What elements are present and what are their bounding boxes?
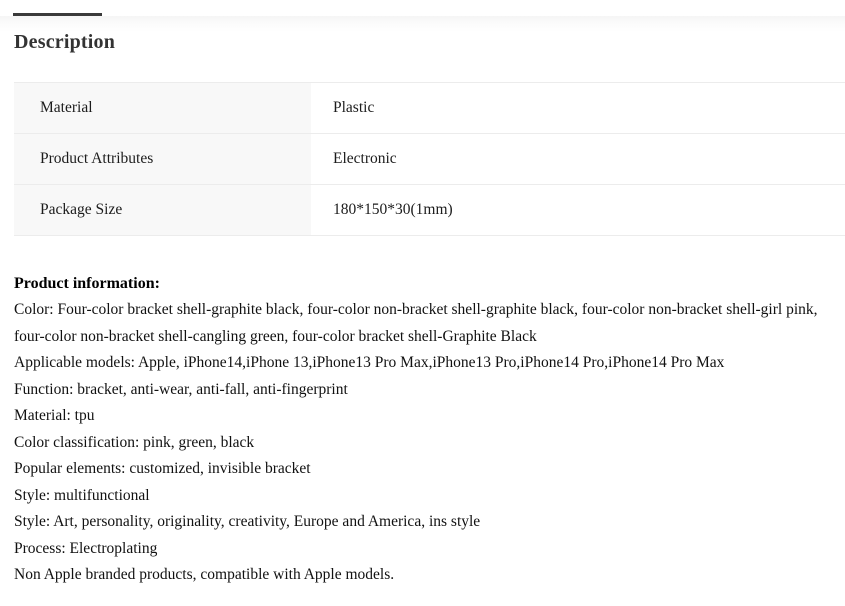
- spec-label-package-size: Package Size: [14, 185, 311, 235]
- info-line-process: Process: Electroplating: [14, 539, 158, 557]
- info-line-color-classification: Color classification: pink, green, black: [14, 433, 255, 451]
- spec-label-material: Material: [14, 83, 311, 133]
- product-information-heading: Product information:: [14, 275, 160, 292]
- spec-label-product-attributes: Product Attributes: [14, 134, 311, 184]
- active-tab-indicator: [13, 13, 102, 16]
- info-line-popular-elements: Popular elements: customized, invisible bracket: [14, 460, 311, 477]
- page-title: Description: [14, 31, 116, 53]
- spec-value-material: Plastic: [333, 99, 375, 116]
- table-row: [14, 185, 845, 236]
- info-line-style-2: Style: Art, personality, originality, creativity, Europe and America, ins style: [14, 513, 481, 530]
- spec-value-product-attributes: Electronic: [333, 150, 397, 167]
- tab-bar-divider: [0, 16, 845, 32]
- info-line-disclaimer: Non Apple branded products, compatible with Apple models.: [14, 566, 395, 583]
- table-row: [14, 134, 845, 185]
- info-line-applicable-models: Applicable models: Apple, iPhone14,iPhone 13,iPhone13 Pro Max,iPhone13 Pro,iPhone14 Pro,iPhone14 Pro Max: [14, 354, 725, 371]
- spec-value-package-size: 180*150*30(1mm): [333, 201, 453, 218]
- info-line-function: Function: bracket, anti-wear, anti-fall, anti-fingerprint: [14, 380, 348, 398]
- product-information-section: [14, 270, 834, 589]
- table-row: [14, 83, 845, 134]
- info-line-material: Material: tpu: [14, 407, 95, 424]
- info-line-color: Color: Four-color bracket shell-graphite black, four-color non-bracket shell-graphite black, four-color non-bracket shell-girl pink, four-color non-bracket shell-cangling green, four-color bracket shell-Graphite Black: [14, 301, 818, 345]
- spec-table: [14, 82, 845, 236]
- info-line-style: Style: multifunctional: [14, 486, 150, 504]
